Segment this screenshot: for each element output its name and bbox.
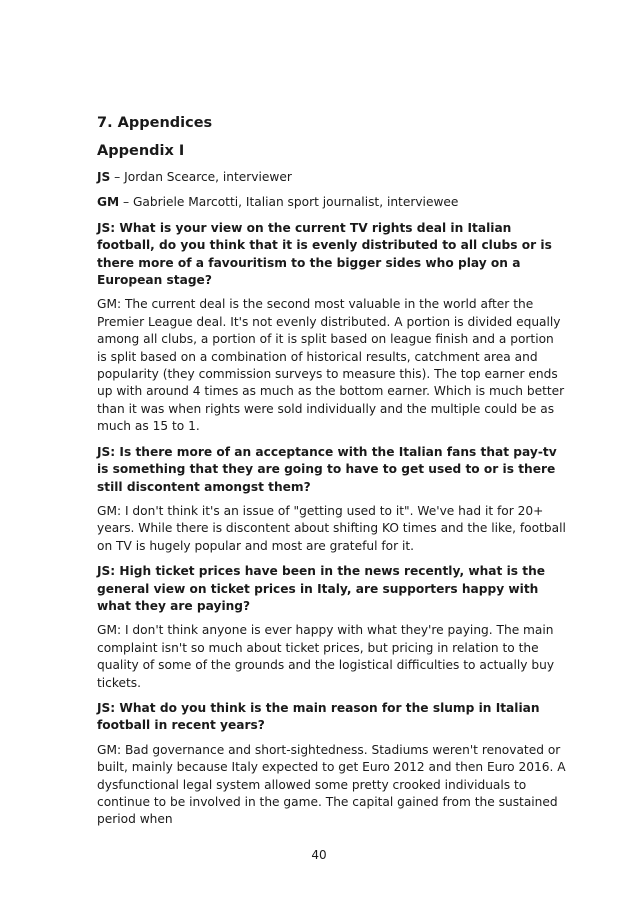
section-title: 7. Appendices — [97, 115, 213, 131]
interview-question: JS: What do you think is the main reason for the slump in Italian football in recent years? — [97, 700, 540, 733]
interview-question: JS: High ticket prices have been in the news recently, what is the general view on ticket prices in Italy, are supporters happy with what they are paying? — [97, 564, 546, 613]
speaker-line — [97, 169, 567, 186]
page-content — [97, 113, 567, 837]
speaker-line — [97, 194, 567, 211]
speaker-separator: – — [110, 170, 125, 184]
speaker-separator: – — [119, 195, 133, 210]
speaker-code: JS — [97, 170, 111, 184]
interview-answer: GM: Bad governance and short-sightedness. Stadiums weren't renovated or built, mainly because Italy expected to get Euro 2012 and then Euro 2016. A dysfunctional legal system allowed some pretty crooked individuals to continue to be involved in the game. The capital gained from the sustained period when — [97, 742, 566, 827]
speaker-description: Gabriele Marcotti, Italian sport journalist, interviewee — [132, 195, 459, 210]
speaker-description: Jordan Scearce, interviewer — [124, 170, 292, 184]
speaker-code: GM — [97, 195, 120, 210]
interview-answer: GM: I don't think it's an issue of "getting used to it". We've had it for 20+ years. While there is discontent about shifting KO times and the like, football on TV is hugely popular and most are grateful for it. — [97, 503, 566, 553]
interview-answer: GM: I don't think anyone is ever happy with what they're paying. The main complaint isn't so much about ticket prices, but pricing in relation to the quality of some of the grounds and the logistical difficulties to actually buy tickets. — [97, 623, 555, 690]
interview-question: JS: What is your view on the current TV rights deal in Italian football, do you think that it is evenly distributed to all clubs or is there more of a favouritism to the bigger sides who play on a European stage? — [97, 220, 552, 288]
interview-question: JS: Is there more of an acceptance with the Italian fans that pay-tv is something that they are going to have to get used to or is there still discontent amongst them? — [97, 444, 557, 494]
page-number: 40 — [311, 848, 327, 862]
interview-answer: GM: The current deal is the second most valuable in the world after the Premier League deal. It's not evenly distributed. A portion is divided equally among all clubs, a portion of it is split based on league finish and a portion is split based on a combination of historical results, catchment area and popularity (they commission surveys to measure this). The top earner ends up with around 4 times as much as the bottom earner. Which is much better than it was when rights were sold individually and the multiple could be as much as 15 to 1. — [97, 297, 565, 434]
appendix-title: Appendix I — [97, 143, 185, 159]
